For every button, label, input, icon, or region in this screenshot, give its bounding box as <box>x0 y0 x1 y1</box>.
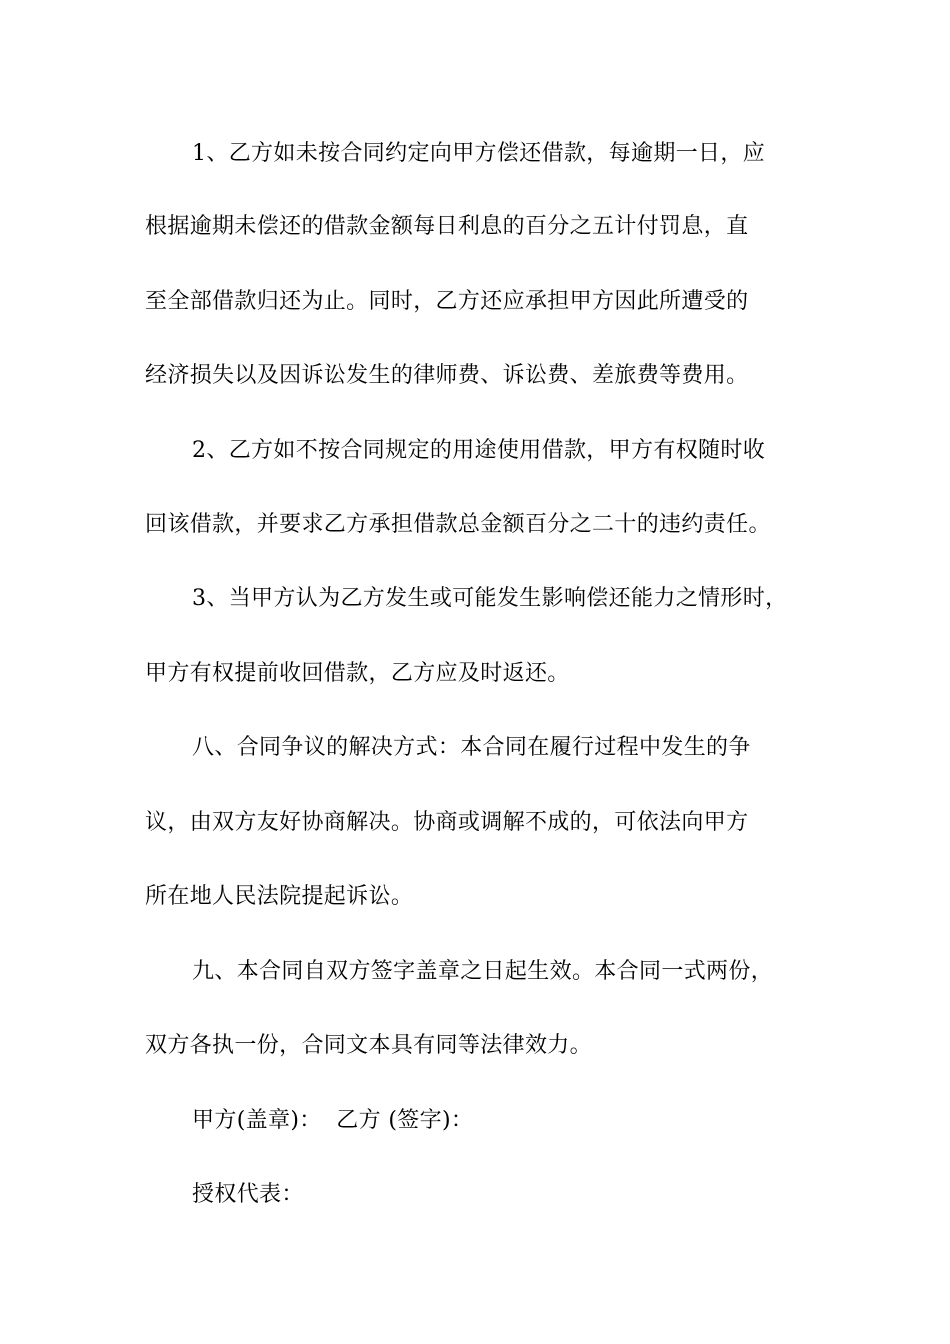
clause-8-line-1: 八、合同争议的解决方式：本合同在履行过程中发生的争 <box>192 735 751 760</box>
authorized-representative-line: 授权代表： <box>192 1182 304 1207</box>
clause-7-3-line-2: 甲方有权提前收回借款，乙方应及时返还。 <box>145 661 570 686</box>
clause-8-line-2: 议，由双方友好协商解决。协商或调解不成的，可依法向甲方 <box>145 810 749 835</box>
clause-9-line-2: 双方各执一份，合同文本具有同等法律效力。 <box>145 1033 593 1058</box>
clause-7-1-line-2: 根据逾期未偿还的借款金额每日利息的百分之五计付罚息，直 <box>145 214 749 239</box>
clause-7-1-line-4: 经济损失以及因诉讼发生的律师费、诉讼费、差旅费等费用。 <box>145 363 749 388</box>
clause-9-line-1: 九、本合同自双方签字盖章之日起生效。本合同一式两份， <box>192 959 774 984</box>
clause-7-3-line-1: 3、当甲方认为乙方发生或可能发生影响偿还能力之情形时， <box>192 586 788 611</box>
clause-7-2-line-2: 回该借款，并要求乙方承担借款总金额百分之二十的违约责任。 <box>145 512 771 537</box>
clause-8-line-3: 所在地人民法院提起诉讼。 <box>145 884 414 909</box>
clause-7-2-line-1: 2、乙方如不按合同规定的用途使用借款，甲方有权随时收 <box>192 438 766 463</box>
clause-7-1-line-1: 1、乙方如未按合同约定向甲方偿还借款，每逾期一日，应 <box>192 141 766 166</box>
signature-parties-line: 甲方(盖章)： 乙方 (签字)： <box>192 1108 474 1133</box>
clause-7-1-line-3: 至全部借款归还为止。同时，乙方还应承担甲方因此所遭受的 <box>145 289 749 314</box>
